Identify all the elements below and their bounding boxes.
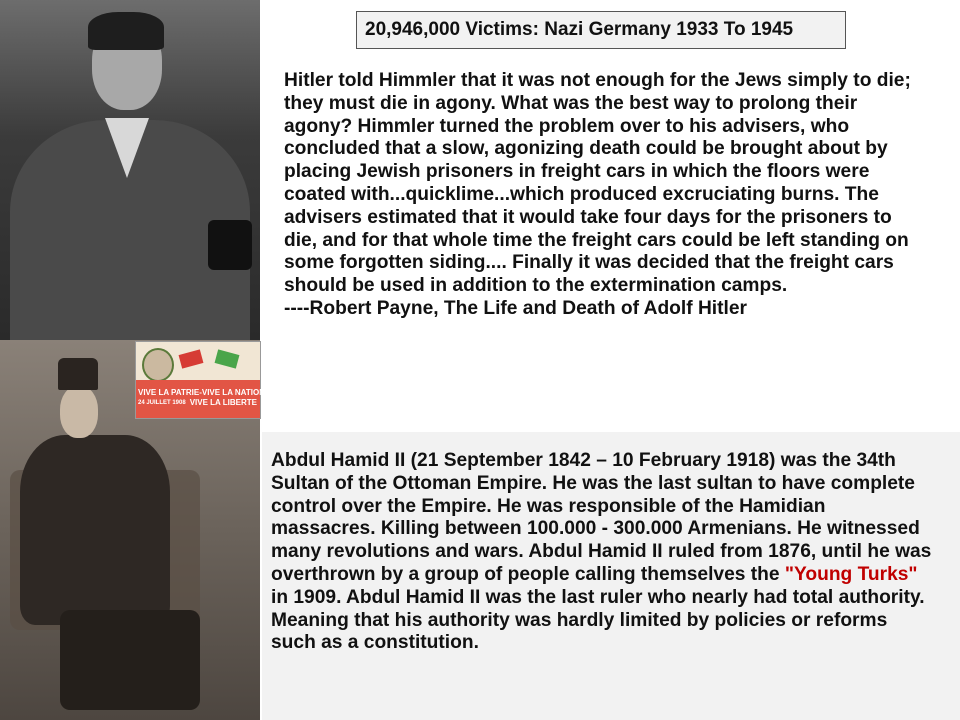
text-line: advisers estimated that it would take four days for the prisoners to (284, 206, 892, 228)
text-line: Meaning that his authority was hardly limited by policies or reforms (271, 609, 888, 631)
text-line: agony? Himmler turned the problem over to his advisers, who (284, 115, 850, 137)
text-line: control over the Empire. He was responsible of the Hamidian (271, 495, 826, 517)
text-line: in 1909. Abdul Hamid II was the last ruler who nearly had total authority. (271, 586, 925, 608)
armband-shape (208, 220, 252, 270)
postcard-line1: VIVE LA PATRIE-VIVE LA NATION (138, 388, 265, 397)
text-line: concluded that a slow, agonizing death could be brought about by (284, 138, 888, 160)
hitler-photo (0, 0, 260, 340)
slide-title: 20,946,000 Victims: Nazi Germany 1933 To 1945 (356, 11, 846, 49)
young-turks-highlight: "Young Turks" (784, 563, 918, 585)
text-line: they must die in agony. What was the best way to prolong their (284, 92, 858, 114)
face-shape (60, 386, 98, 438)
green-flag-icon (215, 349, 240, 368)
body-shape (20, 435, 170, 625)
text-line: should be used in addition to the extermination camps. (284, 275, 788, 297)
text-line: many revolutions and wars. Abdul Hamid II ruled from 1876, until he was (271, 541, 932, 563)
text-line: ----Robert Payne, The Life and Death of Adolf Hitler (284, 297, 748, 319)
abdul-hamid-bio (271, 450, 951, 655)
hair-shape (88, 12, 164, 50)
postcard-portrait (142, 348, 174, 382)
legs-shape (60, 610, 200, 710)
postcard-line2: VIVE LA LIBERTE (189, 398, 257, 407)
hitler-quote (284, 70, 954, 321)
revolution-postcard (135, 341, 265, 419)
text-line: coated with...quicklime...which produced excruciating burns. The (284, 183, 879, 205)
bio-line (271, 564, 951, 587)
text-line: some forgotten siding.... Finally it was decided that the freight cars (284, 252, 894, 274)
text-line: placing Jewish prisoners in freight cars in which the floors were (284, 161, 870, 183)
fez-shape (58, 358, 98, 390)
bio-text: overthrown by a group of people calling themselves the (271, 563, 785, 585)
text-line: Hitler told Himmler that it was not enough for the Jews simply to die; (284, 70, 911, 91)
red-flag-icon (179, 349, 204, 368)
text-line: Abdul Hamid II (21 September 1842 – 10 February 1918) was the 34th (271, 450, 896, 471)
text-line: massacres. Killing between 100.000 - 300.000 Armenians. He witnessed (271, 518, 920, 540)
postcard-text (138, 388, 265, 408)
text-line: die, and for that whole time the freight cars could be left standing on (284, 229, 909, 251)
postcard-date: 24 JUILLET 1908 (138, 400, 186, 406)
text-line: such as a constitution. (271, 632, 479, 654)
text-line: Sultan of the Ottoman Empire. He was the last sultan to have complete (271, 472, 915, 494)
postcard-row (138, 398, 258, 408)
